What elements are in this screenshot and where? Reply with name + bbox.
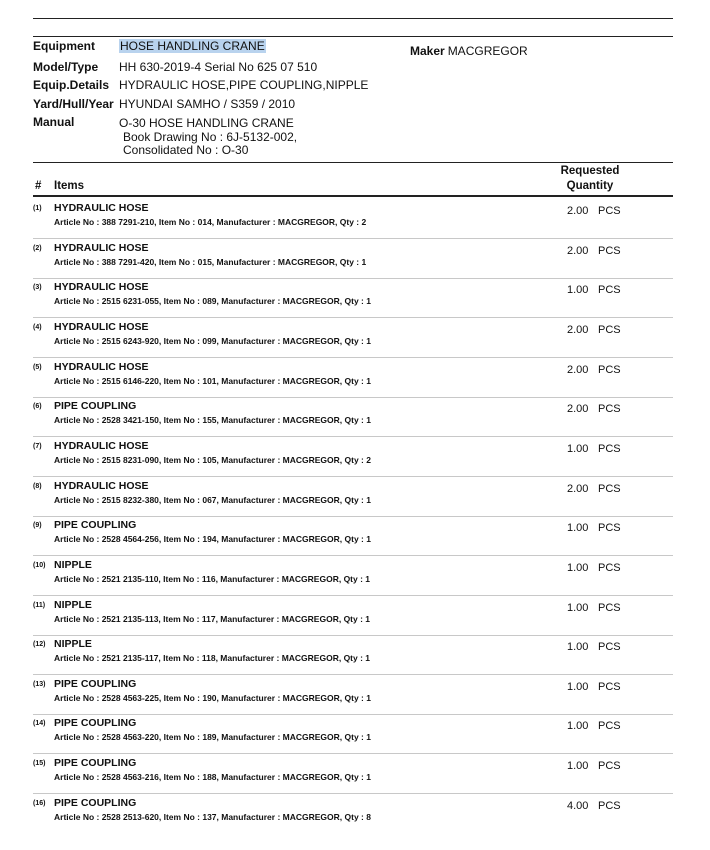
- item-number: (16): [33, 799, 46, 807]
- item-number: (3): [33, 284, 42, 292]
- item-detail: Article No : 2521 2135-110, Item No : 116, Manufacturer : MACGREGOR, Qty : 1: [54, 573, 371, 584]
- item-detail: Article No : 2528 4563-225, Item No : 190, Manufacturer : MACGREGOR, Qty : 1: [54, 692, 371, 703]
- item-unit: PCS: [598, 720, 621, 733]
- manual-value: [119, 117, 297, 158]
- item-number: (12): [33, 641, 46, 649]
- item-number: (4): [33, 323, 42, 331]
- item-number: (6): [33, 403, 42, 411]
- item-detail: Article No : 2515 6231-055, Item No : 089, Manufacturer : MACGREGOR, Qty : 1: [54, 296, 371, 307]
- model-value: HH 630-2019-4 Serial No 625 07 510: [119, 60, 318, 74]
- item-unit: PCS: [598, 601, 621, 614]
- item-number: (10): [33, 561, 46, 569]
- list-item: [33, 239, 673, 279]
- top-rule: [33, 18, 673, 19]
- item-unit: PCS: [598, 522, 621, 535]
- item-unit: PCS: [598, 442, 621, 455]
- item-name: HYDRAULIC HOSE: [54, 241, 149, 254]
- list-item: [33, 477, 673, 517]
- item-quantity: 1.00: [567, 720, 589, 733]
- list-item: [33, 556, 673, 596]
- list-item: [33, 794, 673, 834]
- manual-line: O-30 HOSE HANDLING CRANE: [119, 116, 294, 130]
- item-name: PIPE COUPLING: [54, 757, 137, 770]
- item-name: HYDRAULIC HOSE: [54, 320, 149, 333]
- item-name: PIPE COUPLING: [54, 796, 137, 809]
- qty-header-line1: Requested: [560, 165, 620, 177]
- item-name: PIPE COUPLING: [54, 519, 137, 532]
- item-quantity: 2.00: [567, 323, 589, 336]
- item-number: (7): [33, 442, 42, 450]
- item-name: NIPPLE: [54, 598, 92, 611]
- item-quantity: 2.00: [567, 482, 589, 495]
- list-item: [33, 318, 673, 358]
- list-item: [33, 714, 673, 754]
- yard-row: [33, 97, 295, 115]
- col-qty-header: [540, 164, 640, 194]
- item-number: (15): [33, 760, 46, 768]
- manual-label: Manual: [33, 115, 75, 129]
- maker-value: MACGREGOR: [447, 44, 528, 58]
- item-unit: PCS: [598, 323, 621, 336]
- item-unit: PCS: [598, 403, 621, 416]
- list-item: [33, 516, 673, 556]
- details-label: Equip.Details: [33, 78, 110, 92]
- item-detail: Article No : 2528 4564-256, Item No : 194, Manufacturer : MACGREGOR, Qty : 1: [54, 534, 371, 545]
- item-unit: PCS: [598, 641, 621, 654]
- item-unit: PCS: [598, 363, 621, 376]
- yard-value: HYUNDAI SAMHO / S359 / 2010: [119, 97, 296, 111]
- item-detail: Article No : 2515 8232-380, Item No : 067, Manufacturer : MACGREGOR, Qty : 1: [54, 494, 371, 505]
- item-quantity: 1.00: [567, 442, 589, 455]
- item-name: HYDRAULIC HOSE: [54, 281, 149, 294]
- item-name: HYDRAULIC HOSE: [54, 202, 149, 214]
- item-number: (14): [33, 720, 46, 728]
- item-unit: PCS: [598, 680, 621, 693]
- item-quantity: 2.00: [567, 403, 589, 416]
- list-item: [33, 358, 673, 398]
- list-item: [33, 199, 673, 239]
- item-detail: Article No : 2521 2135-117, Item No : 118, Manufacturer : MACGREGOR, Qty : 1: [54, 653, 371, 664]
- item-detail: Article No : 2515 8231-090, Item No : 105, Manufacturer : MACGREGOR, Qty : 2: [54, 454, 371, 465]
- item-unit: PCS: [598, 284, 621, 297]
- section-rule: [33, 162, 673, 163]
- item-quantity: 1.00: [567, 561, 589, 574]
- item-number: (5): [33, 363, 42, 371]
- item-name: HYDRAULIC HOSE: [54, 479, 149, 492]
- equipment-value[interactable]: HOSE HANDLING CRANE: [120, 39, 265, 53]
- item-number: (2): [33, 244, 42, 252]
- equipment-label: Equipment: [33, 39, 95, 53]
- maker-label: Maker: [410, 44, 445, 58]
- item-number: (13): [33, 680, 46, 688]
- list-item: [33, 675, 673, 715]
- qty-header-line2: Quantity: [566, 180, 614, 192]
- item-detail: Article No : 2528 4563-220, Item No : 189, Manufacturer : MACGREGOR, Qty : 1: [54, 732, 371, 743]
- item-detail: Article No : 2528 4563-216, Item No : 188, Manufacturer : MACGREGOR, Qty : 1: [54, 772, 371, 783]
- item-name: HYDRAULIC HOSE: [54, 439, 149, 452]
- item-quantity: 2.00: [567, 363, 589, 376]
- item-quantity: 1.00: [567, 760, 589, 773]
- manual-row: [33, 115, 119, 133]
- details-value: HYDRAULIC HOSE,PIPE COUPLING,NIPPLE: [119, 78, 369, 92]
- item-detail: Article No : 388 7291-210, Item No : 014, Manufacturer : MACGREGOR, Qty : 2: [54, 217, 367, 227]
- item-detail: Article No : 2528 2513-620, Item No : 137, Manufacturer : MACGREGOR, Qty : 8: [54, 811, 371, 822]
- item-unit: PCS: [598, 799, 621, 812]
- col-items-header: Items: [54, 180, 85, 192]
- item-quantity: 4.00: [567, 799, 589, 812]
- list-item: [33, 754, 673, 794]
- item-detail: Article No : 2515 6243-920, Item No : 099, Manufacturer : MACGREGOR, Qty : 1: [54, 335, 371, 346]
- item-quantity: 2.00: [567, 205, 589, 217]
- item-number: (11): [33, 601, 46, 609]
- item-quantity: 1.00: [567, 680, 589, 693]
- list-item: [33, 397, 673, 437]
- item-name: NIPPLE: [54, 638, 92, 651]
- manual-line: Consolidated No : O-30: [123, 143, 249, 157]
- item-number: (1): [33, 205, 42, 212]
- model-row: [33, 60, 317, 78]
- item-unit: PCS: [598, 760, 621, 773]
- details-row: [33, 78, 368, 96]
- item-detail: Article No : 388 7291-420, Item No : 015, Manufacturer : MACGREGOR, Qty : 1: [54, 256, 367, 267]
- item-unit: PCS: [598, 482, 621, 495]
- item-detail: Article No : 2515 6146-220, Item No : 101, Manufacturer : MACGREGOR, Qty : 1: [54, 375, 371, 386]
- list-item: [33, 635, 673, 675]
- item-quantity: 1.00: [567, 284, 589, 297]
- list-item: [33, 278, 673, 318]
- item-name: HYDRAULIC HOSE: [54, 360, 149, 373]
- item-detail: Article No : 2528 3421-150, Item No : 155, Manufacturer : MACGREGOR, Qty : 1: [54, 415, 371, 426]
- item-unit: PCS: [598, 244, 621, 257]
- item-quantity: 1.00: [567, 601, 589, 614]
- item-name: PIPE COUPLING: [54, 400, 137, 413]
- item-quantity: 1.00: [567, 641, 589, 654]
- item-number: (9): [33, 522, 42, 530]
- equipment-row: [33, 39, 266, 57]
- item-name: PIPE COUPLING: [54, 717, 137, 730]
- header-rule: [33, 36, 673, 37]
- item-unit: PCS: [598, 205, 621, 217]
- yard-label: Yard/Hull/Year: [33, 97, 114, 111]
- item-number: (8): [33, 482, 42, 490]
- table-header-rule: [33, 195, 673, 197]
- maker-field: [410, 44, 528, 58]
- manual-line: Book Drawing No : 6J-5132-002,: [123, 129, 298, 144]
- col-num-header: #: [35, 180, 42, 192]
- item-detail: Article No : 2521 2135-113, Item No : 117, Manufacturer : MACGREGOR, Qty : 1: [54, 613, 371, 624]
- item-name: PIPE COUPLING: [54, 677, 137, 690]
- model-label: Model/Type: [33, 60, 99, 74]
- item-unit: PCS: [598, 561, 621, 574]
- list-item: [33, 437, 673, 477]
- item-quantity: 1.00: [567, 522, 589, 535]
- item-name: NIPPLE: [54, 558, 92, 571]
- list-item: [33, 596, 673, 636]
- item-quantity: 2.00: [567, 244, 589, 257]
